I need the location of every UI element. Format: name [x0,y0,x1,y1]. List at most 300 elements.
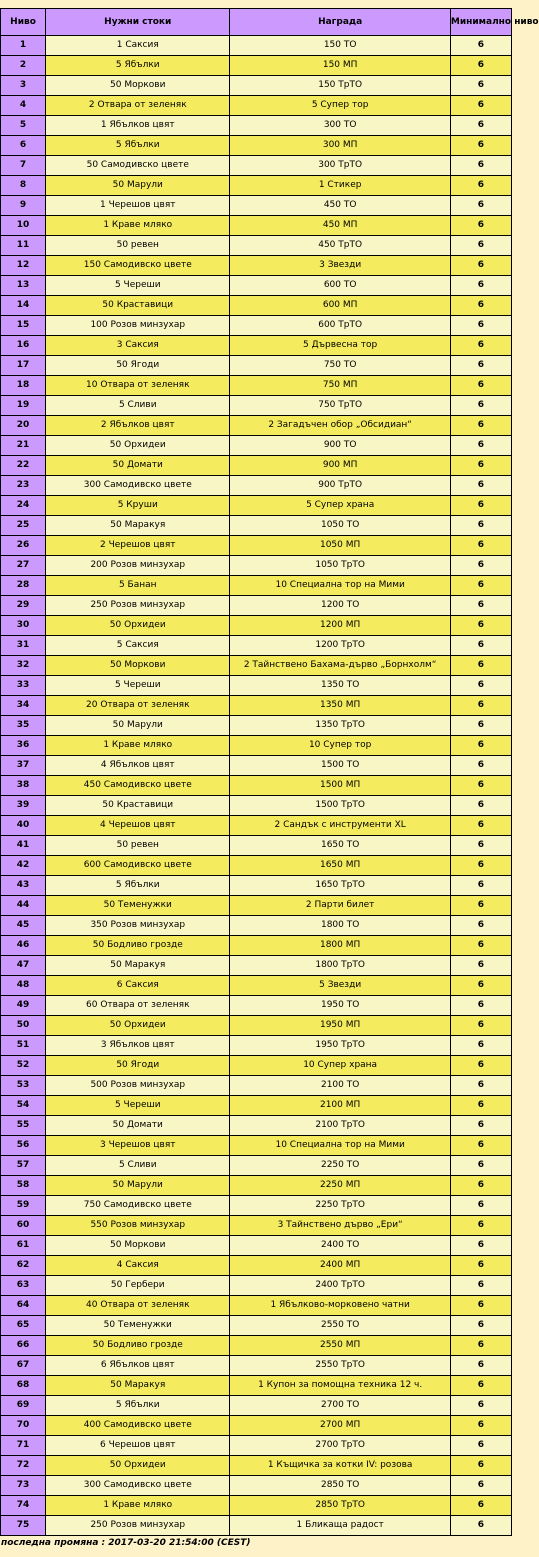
table-row [1,376,511,395]
cell-required-goods: 2 Черешов цвят [46,536,229,555]
cell-level: 25 [1,516,45,535]
table-row [1,1476,511,1495]
table-row [1,856,511,875]
cell-level: 44 [1,896,45,915]
cell-reward: 1800 ТО [230,916,449,935]
cell-reward: 150 ТО [230,36,449,55]
table-row [1,1136,511,1155]
cell-level: 13 [1,276,45,295]
table-row [1,1516,511,1535]
table-row [1,836,511,855]
cell-required-goods: 350 Розов минзухар [46,916,229,935]
cell-min-level: 6 [451,1276,511,1295]
cell-level: 62 [1,1256,45,1275]
cell-min-level: 6 [451,1116,511,1135]
cell-reward: 1950 МП [230,1016,449,1035]
table-row [1,1076,511,1095]
cell-reward: 2550 ТрТО [230,1356,449,1375]
table-row [1,1216,511,1235]
cell-min-level: 6 [451,1136,511,1155]
cell-min-level: 6 [451,36,511,55]
cell-level: 41 [1,836,45,855]
cell-level: 38 [1,776,45,795]
cell-min-level: 6 [451,576,511,595]
cell-reward: 1500 МП [230,776,449,795]
cell-level: 4 [1,96,45,115]
table-row [1,956,511,975]
table-row [1,796,511,815]
cell-reward: 1200 ТО [230,596,449,615]
cell-reward: 900 ТО [230,436,449,455]
cell-min-level: 6 [451,516,511,535]
cell-min-level: 6 [451,776,511,795]
cell-required-goods: 50 Бодливо грозде [46,936,229,955]
cell-min-level: 6 [451,136,511,155]
cell-level: 35 [1,716,45,735]
cell-reward: 2400 МП [230,1256,449,1275]
cell-min-level: 6 [451,1516,511,1535]
cell-required-goods: 1 Ябълков цвят [46,116,229,135]
cell-level: 45 [1,916,45,935]
cell-min-level: 6 [451,816,511,835]
cell-reward: 450 ТО [230,196,449,215]
cell-required-goods: 50 ревен [46,236,229,255]
header-reward[interactable]: Награда [230,9,449,35]
table-row [1,776,511,795]
cell-required-goods: 150 Самодивско цвете [46,256,229,275]
cell-required-goods: 400 Самодивско цвете [46,1416,229,1435]
cell-min-level: 6 [451,316,511,335]
cell-required-goods: 50 ревен [46,836,229,855]
cell-level: 46 [1,936,45,955]
cell-min-level: 6 [451,796,511,815]
table-body [1,36,511,1535]
table-row [1,176,511,195]
cell-required-goods: 4 Ябълков цвят [46,756,229,775]
cell-required-goods: 500 Розов минзухар [46,1076,229,1095]
cell-min-level: 6 [451,996,511,1015]
cell-level: 9 [1,196,45,215]
cell-min-level: 6 [451,636,511,655]
table-row [1,756,511,775]
cell-level: 71 [1,1436,45,1455]
cell-required-goods: 4 Черешов цвят [46,816,229,835]
cell-required-goods: 50 Маракуя [46,956,229,975]
cell-reward: 1350 МП [230,696,449,715]
cell-required-goods: 50 Орхидеи [46,1456,229,1475]
table-row [1,476,511,495]
cell-required-goods: 50 Ягоди [46,1056,229,1075]
table-row [1,816,511,835]
cell-level: 17 [1,356,45,375]
cell-reward: 2 Сандък с инструменти XL [230,816,449,835]
table-row [1,576,511,595]
table-row [1,1116,511,1135]
cell-reward: 2100 МП [230,1096,449,1115]
cell-reward: 10 Супер храна [230,1056,449,1075]
table-row [1,1096,511,1115]
cell-level: 70 [1,1416,45,1435]
cell-required-goods: 450 Самодивско цвете [46,776,229,795]
cell-level: 33 [1,676,45,695]
cell-required-goods: 250 Розов минзухар [46,596,229,615]
table-row [1,216,511,235]
cell-reward: 1200 МП [230,616,449,635]
cell-min-level: 6 [451,1176,511,1195]
cell-required-goods: 50 Марули [46,716,229,735]
table-row [1,696,511,715]
table-row [1,1356,511,1375]
table-row [1,556,511,575]
cell-reward: 150 ТрТО [230,76,449,95]
cell-min-level: 6 [451,1356,511,1375]
cell-level: 3 [1,76,45,95]
cell-required-goods: 5 Ябълки [46,136,229,155]
cell-reward: 10 Специална тор на Мими [230,576,449,595]
table-row [1,996,511,1015]
cell-level: 8 [1,176,45,195]
cell-level: 27 [1,556,45,575]
table-row [1,716,511,735]
cell-level: 16 [1,336,45,355]
cell-required-goods: 5 Череши [46,676,229,695]
cell-reward: 150 МП [230,56,449,75]
cell-reward: 600 ТО [230,276,449,295]
cell-required-goods: 50 Домати [46,1116,229,1135]
table-row [1,76,511,95]
cell-level: 26 [1,536,45,555]
cell-required-goods: 50 Теменужки [46,1316,229,1335]
cell-min-level: 6 [451,236,511,255]
cell-required-goods: 6 Саксия [46,976,229,995]
cell-min-level: 6 [451,336,511,355]
cell-required-goods: 600 Самодивско цвете [46,856,229,875]
table-row [1,916,511,935]
cell-level: 67 [1,1356,45,1375]
cell-reward: 2550 ТО [230,1316,449,1335]
cell-level: 72 [1,1456,45,1475]
cell-level: 18 [1,376,45,395]
cell-level: 49 [1,996,45,1015]
quest-table [0,8,539,1536]
table-row [1,1336,511,1355]
cell-min-level: 6 [451,1096,511,1115]
cell-required-goods: 50 Ягоди [46,356,229,375]
cell-reward: 1050 ТО [230,516,449,535]
cell-reward: 2250 МП [230,1176,449,1195]
cell-reward: 5 Дървесна тор [230,336,449,355]
cell-reward: 1500 ТО [230,756,449,775]
cell-required-goods: 50 Краставици [46,796,229,815]
cell-reward: 2 Тайнствено Бахама-дърво „Борнхолм“ [230,656,449,675]
cell-level: 6 [1,136,45,155]
cell-min-level: 6 [451,1256,511,1275]
cell-level: 47 [1,956,45,975]
cell-required-goods: 50 Орхидеи [46,1016,229,1035]
cell-level: 37 [1,756,45,775]
cell-level: 31 [1,636,45,655]
cell-level: 63 [1,1276,45,1295]
cell-min-level: 6 [451,1416,511,1435]
cell-level: 56 [1,1136,45,1155]
cell-required-goods: 5 Ябълки [46,1396,229,1415]
cell-level: 60 [1,1216,45,1235]
cell-min-level: 6 [451,1236,511,1255]
cell-level: 48 [1,976,45,995]
table-row [1,336,511,355]
cell-level: 57 [1,1156,45,1175]
table-row [1,516,511,535]
cell-reward: 1650 МП [230,856,449,875]
table-row [1,1176,511,1195]
table-row [1,1056,511,1075]
cell-reward: 1050 ТрТО [230,556,449,575]
cell-level: 15 [1,316,45,335]
table-row [1,1236,511,1255]
cell-reward: 1500 ТрТО [230,796,449,815]
cell-min-level: 6 [451,196,511,215]
cell-min-level: 6 [451,356,511,375]
cell-reward: 1200 ТрТО [230,636,449,655]
cell-min-level: 6 [451,1296,511,1315]
cell-reward: 5 Звезди [230,976,449,995]
cell-level: 1 [1,36,45,55]
cell-required-goods: 50 Маракуя [46,516,229,535]
cell-reward: 1650 ТО [230,836,449,855]
cell-required-goods: 50 Моркови [46,1236,229,1255]
cell-reward: 600 ТрТО [230,316,449,335]
table-row [1,656,511,675]
cell-min-level: 6 [451,1376,511,1395]
table-row [1,876,511,895]
cell-reward: 2100 ТрТО [230,1116,449,1135]
cell-level: 20 [1,416,45,435]
table-row [1,136,511,155]
cell-level: 65 [1,1316,45,1335]
cell-min-level: 6 [451,916,511,935]
cell-level: 66 [1,1336,45,1355]
cell-min-level: 6 [451,156,511,175]
cell-required-goods: 5 Череши [46,276,229,295]
cell-required-goods: 3 Саксия [46,336,229,355]
cell-reward: 5 Супер храна [230,496,449,515]
cell-min-level: 6 [451,476,511,495]
cell-min-level: 6 [451,1196,511,1215]
cell-min-level: 6 [451,1216,511,1235]
cell-required-goods: 50 Марули [46,1176,229,1195]
cell-level: 21 [1,436,45,455]
cell-required-goods: 5 Ябълки [46,876,229,895]
cell-level: 11 [1,236,45,255]
table-row [1,1376,511,1395]
cell-reward: 450 ТрТО [230,236,449,255]
cell-level: 10 [1,216,45,235]
cell-min-level: 6 [451,216,511,235]
table-row [1,1156,511,1175]
cell-reward: 2250 ТрТО [230,1196,449,1215]
cell-required-goods: 50 Домати [46,456,229,475]
cell-reward: 750 ТО [230,356,449,375]
cell-reward: 1650 ТрТО [230,876,449,895]
cell-min-level: 6 [451,436,511,455]
cell-min-level: 6 [451,536,511,555]
cell-reward: 2 Загадъчен обор „Обсидиан“ [230,416,449,435]
cell-level: 73 [1,1476,45,1495]
cell-reward: 2850 ТрТО [230,1496,449,1515]
cell-reward: 750 ТрТО [230,396,449,415]
cell-required-goods: 5 Сливи [46,396,229,415]
cell-required-goods: 50 Самодивско цвете [46,156,229,175]
cell-min-level: 6 [451,1036,511,1055]
cell-min-level: 6 [451,1056,511,1075]
cell-min-level: 6 [451,756,511,775]
cell-required-goods: 200 Розов минзухар [46,556,229,575]
cell-required-goods: 6 Черешов цвят [46,1436,229,1455]
cell-min-level: 6 [451,896,511,915]
cell-required-goods: 5 Сливи [46,1156,229,1175]
cell-min-level: 6 [451,836,511,855]
cell-required-goods: 100 Розов минзухар [46,316,229,335]
header-min-level[interactable]: Минимално ниво [451,9,511,35]
table-row [1,636,511,655]
table-row [1,116,511,135]
cell-required-goods: 50 Бодливо грозде [46,1336,229,1355]
cell-required-goods: 1 Краве мляко [46,1496,229,1515]
cell-required-goods: 750 Самодивско цвете [46,1196,229,1215]
table-row [1,1416,511,1435]
cell-min-level: 6 [451,116,511,135]
cell-required-goods: 50 Моркови [46,76,229,95]
cell-required-goods: 2 Отвара от зеленяк [46,96,229,115]
header-level[interactable]: Ниво [1,9,45,35]
cell-level: 23 [1,476,45,495]
cell-min-level: 6 [451,1336,511,1355]
cell-min-level: 6 [451,856,511,875]
cell-min-level: 6 [451,1316,511,1335]
cell-level: 29 [1,596,45,615]
table-row [1,1036,511,1055]
cell-level: 22 [1,456,45,475]
cell-reward: 2850 ТО [230,1476,449,1495]
table-row [1,276,511,295]
table-row [1,416,511,435]
cell-reward: 900 ТрТО [230,476,449,495]
cell-required-goods: 50 Орхидеи [46,616,229,635]
cell-min-level: 6 [451,396,511,415]
cell-min-level: 6 [451,256,511,275]
table-row [1,1316,511,1335]
cell-min-level: 6 [451,456,511,475]
table-row [1,396,511,415]
header-required-goods[interactable]: Нужни стоки [46,9,229,35]
cell-required-goods: 5 Круши [46,496,229,515]
cell-required-goods: 1 Саксия [46,36,229,55]
cell-reward: 1 Бликаща радост [230,1516,449,1535]
cell-min-level: 6 [451,656,511,675]
cell-required-goods: 10 Отвара от зеленяк [46,376,229,395]
cell-level: 24 [1,496,45,515]
table-row [1,1396,511,1415]
cell-reward: 3 Тайнствено дърво „Ери“ [230,1216,449,1235]
table-row [1,196,511,215]
table-row [1,456,511,475]
cell-level: 69 [1,1396,45,1415]
last-modified-note: последна промяна : 2017-03-20 21:54:00 (CEST) [1,1538,251,1548]
cell-reward: 10 Супер тор [230,736,449,755]
table-row [1,936,511,955]
table-row [1,496,511,515]
cell-level: 74 [1,1496,45,1515]
cell-min-level: 6 [451,1396,511,1415]
cell-level: 28 [1,576,45,595]
cell-min-level: 6 [451,1436,511,1455]
cell-min-level: 6 [451,616,511,635]
table-row [1,1296,511,1315]
cell-required-goods: 300 Самодивско цвете [46,476,229,495]
cell-min-level: 6 [451,176,511,195]
cell-level: 14 [1,296,45,315]
cell-required-goods: 1 Краве мляко [46,216,229,235]
cell-reward: 1800 МП [230,936,449,955]
cell-level: 55 [1,1116,45,1135]
cell-required-goods: 50 Моркови [46,656,229,675]
cell-reward: 2550 МП [230,1336,449,1355]
cell-reward: 2400 ТО [230,1236,449,1255]
cell-level: 53 [1,1076,45,1095]
cell-min-level: 6 [451,596,511,615]
cell-reward: 2700 ТрТО [230,1436,449,1455]
table-row [1,1196,511,1215]
table-row [1,96,511,115]
cell-min-level: 6 [451,376,511,395]
cell-reward: 1 Купон за помощна техника 12 ч. [230,1376,449,1395]
cell-min-level: 6 [451,56,511,75]
table-row [1,36,511,55]
cell-min-level: 6 [451,296,511,315]
table-row [1,1456,511,1475]
cell-reward: 300 МП [230,136,449,155]
cell-level: 52 [1,1056,45,1075]
cell-min-level: 6 [451,1156,511,1175]
cell-reward: 1 Ябълково-морковено чатни [230,1296,449,1315]
cell-required-goods: 40 Отвара от зеленяк [46,1296,229,1315]
cell-required-goods: 50 Краставици [46,296,229,315]
cell-required-goods: 50 Орхидеи [46,436,229,455]
cell-min-level: 6 [451,496,511,515]
cell-required-goods: 2 Ябълков цвят [46,416,229,435]
cell-level: 54 [1,1096,45,1115]
cell-level: 40 [1,816,45,835]
cell-reward: 2100 ТО [230,1076,449,1095]
cell-level: 32 [1,656,45,675]
cell-reward: 450 МП [230,216,449,235]
table-row [1,316,511,335]
table-row [1,356,511,375]
cell-level: 64 [1,1296,45,1315]
cell-min-level: 6 [451,956,511,975]
cell-reward: 1 Къщичка за котки IV: розова [230,1456,449,1475]
cell-level: 12 [1,256,45,275]
cell-reward: 750 МП [230,376,449,395]
cell-required-goods: 1 Черешов цвят [46,196,229,215]
cell-required-goods: 5 Банан [46,576,229,595]
table-row [1,256,511,275]
cell-reward: 10 Специална тор на Мими [230,1136,449,1155]
cell-reward: 2250 ТО [230,1156,449,1175]
cell-min-level: 6 [451,276,511,295]
cell-reward: 1350 ТО [230,676,449,695]
cell-level: 68 [1,1376,45,1395]
